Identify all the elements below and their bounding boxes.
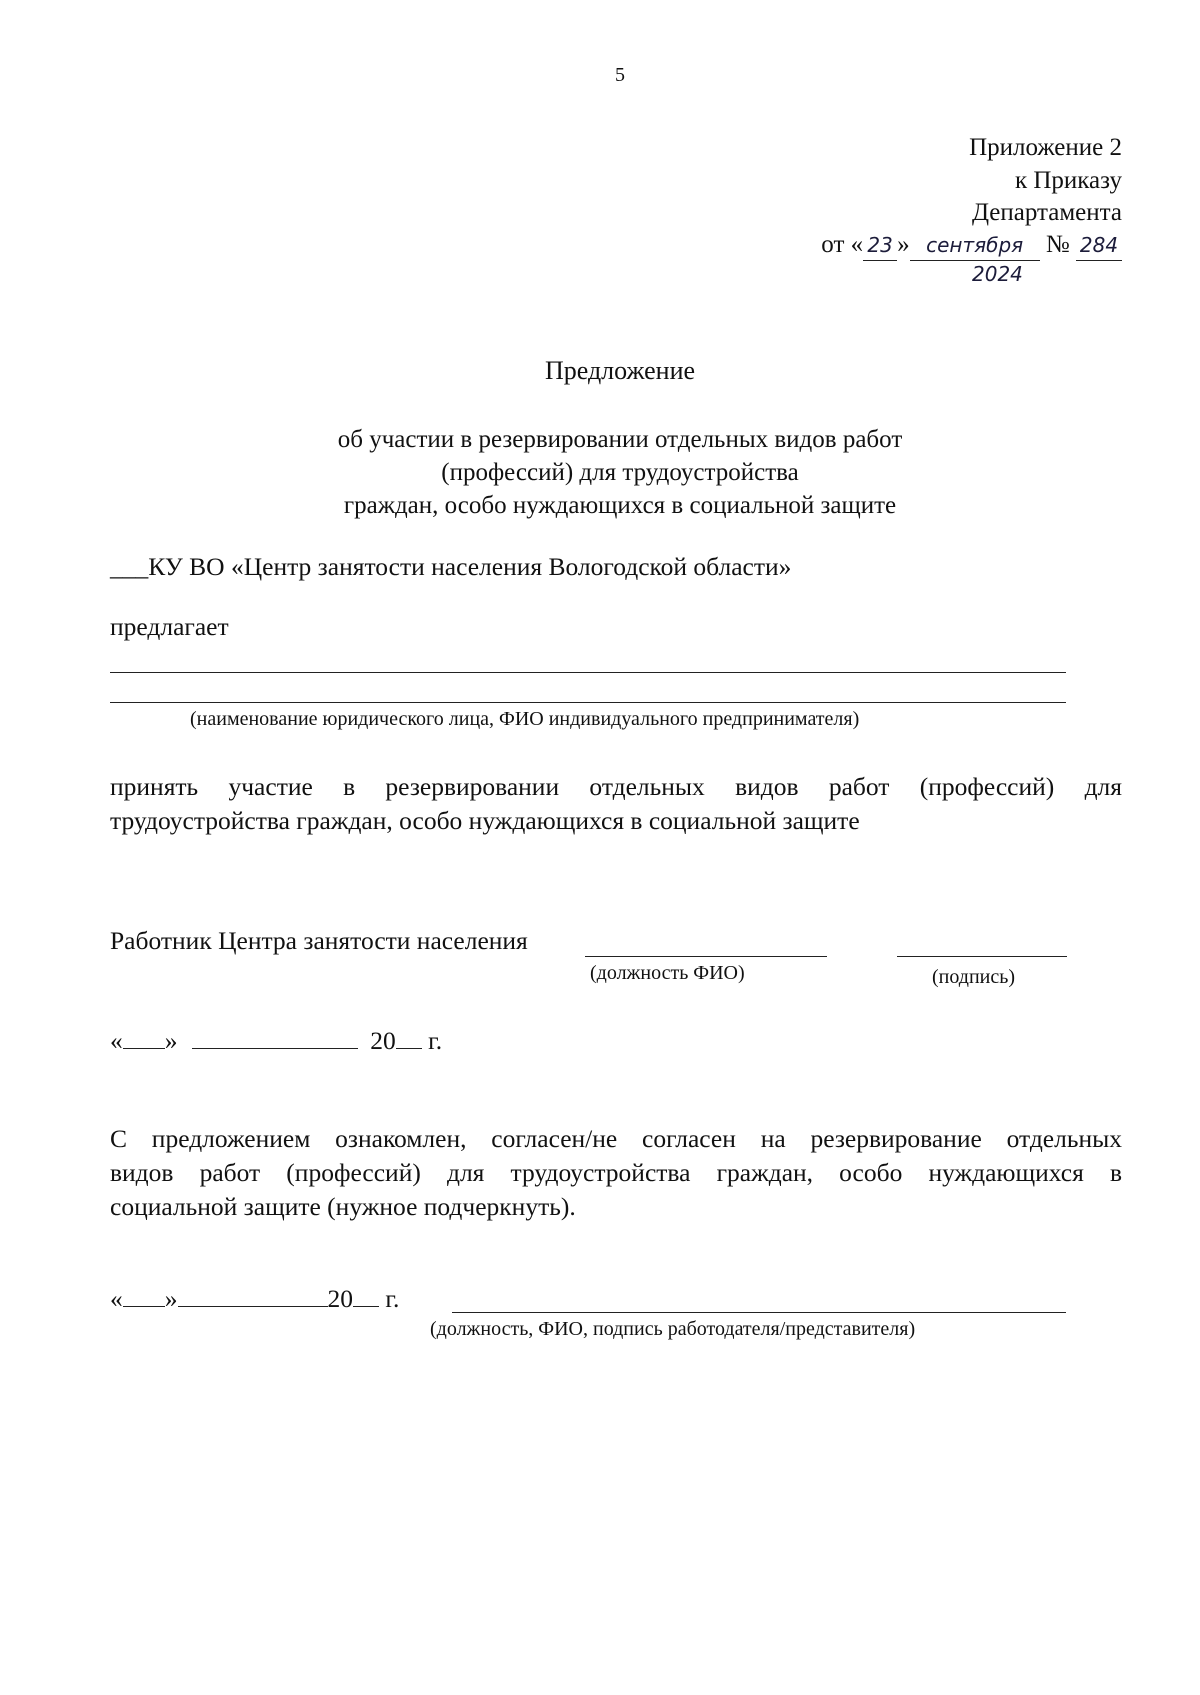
quote-close: » [164,1284,178,1313]
handwritten-month: сентября [910,231,1040,261]
date-line-2 [110,1282,399,1314]
acquainted-line-1: С предложением ознакомлен, согласен/не согласен на резервирование отдельных [110,1124,1122,1153]
acquainted-line-2: видов работ (профессий) для трудоустройства граждан, особо нуждающихся в [110,1158,1122,1187]
number-sign: № [1045,231,1070,258]
month-blank [178,1282,328,1307]
quote-open: « [110,1026,123,1055]
position-fill-line [585,956,827,957]
date-mid: » [897,231,910,258]
year-prefix: 20 [370,1026,396,1055]
year-prefix: 20 [327,1284,353,1313]
worker-label: Работник Центра занятости населения [110,926,528,955]
quote-close: » [164,1026,178,1055]
handwritten-number: 284 [1076,231,1122,261]
employer-fill-line [452,1312,1066,1313]
entity-caption: (наименование юридического лица, ФИО индивидуального предпринимателя) [190,708,860,730]
acquainted-line-3: социальной защите (нужное подчеркнуть). [110,1192,576,1221]
signature-fill-line [897,956,1067,957]
day-blank [123,1282,165,1307]
handwritten-day: 23 [863,231,897,261]
page-number: 5 [615,64,625,86]
employer-caption: (должность, ФИО, подпись работодателя/представителя) [430,1318,916,1340]
annex-line-1: Приложение 2 [969,134,1122,161]
annex-line-3: Департамента [971,199,1122,226]
year-blank [353,1282,379,1307]
participate-line-2: трудоустройства граждан, особо нуждающихся в социальной защите [110,806,860,835]
date-line-1 [110,1024,442,1056]
participate-paragraph [110,770,1122,838]
date-prefix: от « [821,231,864,258]
organization-name: ___КУ ВО «Центр занятости населения Вологодской области» [110,552,792,581]
subtitle-line-2: (профессий) для трудоустройства [441,459,799,486]
position-caption: (должность ФИО) [590,962,745,984]
annex-date-line [821,230,1122,261]
acquainted-paragraph [110,1122,1122,1224]
handwritten-year: 2024 [972,262,1023,286]
subtitle-line-3: граждан, особо нуждающихся в социальной защите [343,492,897,519]
annex-line-2: к Приказу [1014,167,1122,194]
month-blank [192,1024,358,1049]
subtitle-line-1: об участии в резервировании отдельных видов работ [337,426,903,453]
entity-fill-line-2 [110,702,1066,703]
year-suffix: г. [379,1284,400,1313]
document-title: Предложение [544,356,696,385]
entity-fill-line-1 [110,672,1066,673]
signature-caption: (подпись) [932,966,1016,988]
day-blank [123,1024,165,1049]
participate-line-1: принять участие в резервировании отдельных видов работ (профессий) для [110,772,1122,801]
proposes-label: предлагает [110,612,229,641]
quote-open: « [110,1284,123,1313]
year-blank [396,1024,422,1049]
year-suffix: г. [421,1026,443,1055]
